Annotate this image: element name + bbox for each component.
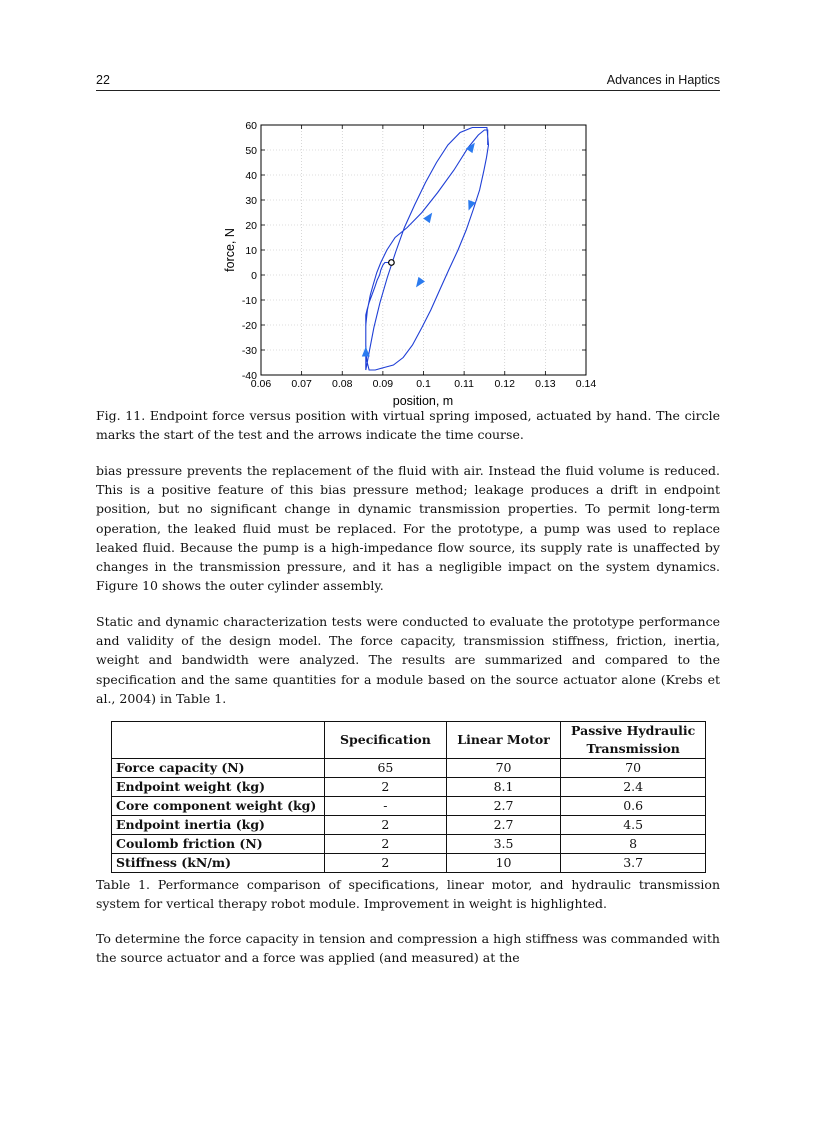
figure-caption: Fig. 11. Endpoint force versus position with virtual spring imposed, actuated by hand. The circle marks the start of the test and the arrows indicate the time course. (96, 408, 720, 442)
y-tick-label: 50 (245, 145, 257, 157)
table-cell: 2.7 (446, 816, 561, 835)
direction-arrow-icon (423, 210, 435, 223)
chart-grid (261, 125, 586, 375)
start-circle-marker (389, 260, 395, 266)
table-row (112, 797, 706, 816)
table-cell: Stiffness (kN/m) (112, 854, 325, 873)
table-cell: 8.1 (446, 778, 561, 797)
table-row (112, 759, 706, 778)
x-tick-labels (251, 378, 597, 390)
table-cell: Coulomb friction (N) (112, 835, 325, 854)
y-tick-label: 60 (245, 120, 257, 132)
x-tick-label: 0.1 (416, 378, 431, 390)
y-tick-label: -30 (241, 345, 257, 357)
table-cell: 2 (324, 778, 446, 797)
y-tick-label: -20 (241, 320, 257, 332)
x-tick-label: 0.12 (494, 378, 515, 390)
x-tick-label: 0.08 (332, 378, 353, 390)
page-number: 22 (96, 73, 110, 87)
table-row (112, 854, 706, 873)
y-tick-labels (242, 120, 257, 382)
table-row (112, 778, 706, 797)
table-caption: Table 1. Performance comparison of specifications, linear motor, and hydraulic transmission system for vertical therapy robot module. Improvement in weight is highlighted. (96, 877, 720, 911)
table-cell: 3.7 (561, 854, 706, 873)
table-cell: 2 (324, 835, 446, 854)
table-cell: 2 (324, 816, 446, 835)
y-tick-label: 10 (245, 245, 257, 257)
force-trace (366, 128, 489, 371)
force-position-chart (216, 116, 600, 408)
table-header-row (112, 722, 706, 759)
y-tick-label: 40 (245, 170, 257, 182)
x-tick-label: 0.13 (535, 378, 556, 390)
y-tick-label: 30 (245, 195, 257, 207)
direction-arrow-icon (362, 347, 370, 357)
table-cell: 2 (324, 854, 446, 873)
table-header-specification: Specification (324, 722, 446, 759)
table-cell: Force capacity (N) (112, 759, 325, 778)
paragraph-characterization: Static and dynamic characterization tests were conducted to evaluate the prototype performance and validity of the design model. The force capacity, transmission stiffness, friction, inertia, weight and bandwidth were analyzed. The results are summarized and compared to the specification and the same quantities for a module based on the source actuator alone (Krebs et al., 2004) in Table 1. (96, 614, 720, 706)
direction-arrows (362, 140, 478, 356)
table-row (112, 835, 706, 854)
table-cell: 65 (324, 759, 446, 778)
table-cell: 8 (561, 835, 706, 854)
x-axis-label: position, m (392, 394, 454, 408)
table-cell: 2.7 (446, 797, 561, 816)
x-tick-label: 0.07 (291, 378, 312, 390)
performance-table (111, 721, 706, 873)
table-cell: Endpoint weight (kg) (112, 778, 325, 797)
table-cell: 10 (446, 854, 561, 873)
table-cell: Core component weight (kg) (112, 797, 325, 816)
table-cell: Endpoint inertia (kg) (112, 816, 325, 835)
running-title: Advances in Haptics (606, 73, 720, 87)
table-cell: - (324, 797, 446, 816)
y-tick-label: -10 (241, 295, 257, 307)
table-header-linear-motor: Linear Motor (446, 722, 561, 759)
page-header (96, 72, 720, 91)
paragraph-force-capacity: To determine the force capacity in tension and compression a high stiffness was commanded with the source actuator and a force was applied (and measured) at the (96, 931, 720, 966)
table-cell: 2.4 (561, 778, 706, 797)
y-tick-label: -40 (241, 370, 257, 382)
x-tick-label: 0.14 (575, 378, 597, 390)
table-cell: 70 (561, 759, 706, 778)
table-cell: 4.5 (561, 816, 706, 835)
table-header-blank (112, 722, 325, 759)
direction-arrow-icon (413, 277, 425, 290)
table-row (112, 816, 706, 835)
table-cell: 70 (446, 759, 561, 778)
table-cell: 0.6 (561, 797, 706, 816)
paragraph-bias-pressure: bias pressure prevents the replacement of the fluid with air. Instead the fluid volume is reduced. This is a positive feature of this bias pressure method; leakage produces a drift in endpoint position, but no significant change in dynamic transmission properties. To permit long-term operation, the leaked fluid must be replaced. For the prototype, a pump was used to replace leaked fluid. Because the pump is a high-impedance flow source, its supply rate is unaffected by changes in the transmission pressure, and it has a negligible impact on the system dynamics. Figure 10 shows the outer cylinder assembly. (96, 463, 720, 594)
x-tick-label: 0.06 (250, 378, 272, 390)
x-tick-label: 0.11 (454, 378, 474, 390)
y-axis-label: force, N (223, 228, 237, 272)
x-tick-label: 0.09 (372, 378, 394, 390)
table-header-hydraulic: Passive Hydraulic Transmission (561, 722, 706, 759)
table-cell: 3.5 (446, 835, 561, 854)
y-tick-label: 20 (245, 220, 257, 232)
y-tick-label: 0 (251, 270, 257, 282)
